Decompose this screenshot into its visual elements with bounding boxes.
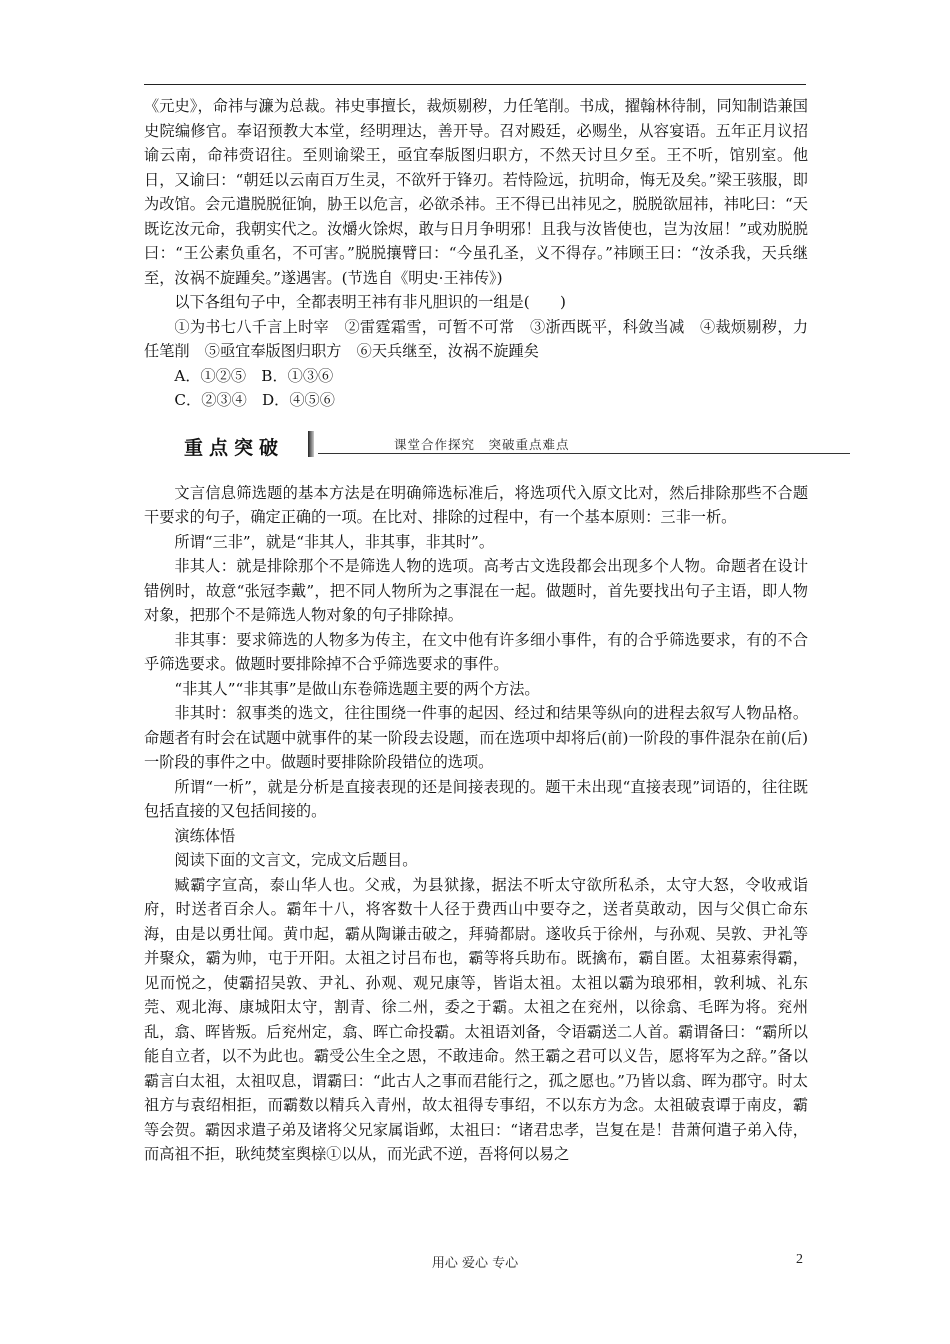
body-paragraph: 所谓“三非”，就是“非其人，非其事，非其时”。 (174, 532, 495, 551)
section-subtitle: 课堂合作探究 突破重点难点 (394, 436, 570, 452)
section-banner (144, 413, 808, 473)
section-title: 重点突破 (184, 436, 285, 459)
answer-options-1: A．①②⑤ B．①③⑥ (174, 366, 334, 385)
header-rule (144, 84, 806, 85)
answer-options-2: C．②③④ D．④⑤⑥ (174, 391, 335, 409)
page-number: 2 (796, 1252, 803, 1267)
practice-passage: 臧霸字宣高，泰山华人也。父戒，为县狱掾，据法不听太守欲所私杀，太守大怒，令收戒诣府，时送者百余人。霸年十八，将客数十人径于费西山中要夺之，送者莫敢动，因与父俱亡命东海，由是以勇壮闻。黄巾起，霸从陶谦击破之，拜骑都尉。遂收兵于徐州，与孙观、吴敦、尹礼等并聚众，霸为帅，屯于开阳。太祖之讨吕布也，霸等将兵助布。既擒布，霸自匿。太祖募索得霸，见而悦之，使霸招吴敦、尹礼、孙观、观兄康等，皆诣太祖。太祖以霸为琅邪相，敦利城、礼东莞、观北海、康城阳太守，割青、徐二州，委之于霸。太祖之在兖州，以徐翕、毛晖为将。兖州乱，翕、晖皆叛。后兖州定，翕、晖亡命投霸。太祖语刘备，令语霸送二人首。霸谓备曰：“霸所以能自立者，以不为此也。霸受公生全之恩，不敢违命。然王霸之君可以义告，愿将军为之辞。”备以霸言白太祖，太祖叹息，谓霸曰：“此古人之事而君能行之，孤之愿也。”乃皆以翕、晖为郡守。时太祖方与袁绍相拒，而霸数以精兵入青州，故太祖得专事绍，不以东方为念。太祖破袁谭于南皮，霸等会贺。霸因求遣子弟及诸将父兄家属诣邺，太祖曰：“诸君忠孝，岂复在是！昔萧何遣子弟入侍，而高祖不拒，耿纯焚室舆榇①以从，而光武不逆，吾将何以易之 (144, 875, 808, 1163)
body-paragraph: 文言信息筛选题的基本方法是在明确筛选标准后，将选项代入原文比对，然后排除那些不合题干要求的句子，确定正确的一项。在比对、排除的过程中，有一个基本原则：三非一析。 (144, 483, 808, 526)
section-banner-bar (308, 431, 314, 457)
body-paragraph: 非其事：要求筛选的人物多为传主，在文中他有许多细小事件，有的合乎筛选要求，有的不合乎筛选要求。做题时要排除掉不合乎筛选要求的事件。 (144, 630, 808, 673)
body-paragraph: 所谓“一析”，就是分析是直接表现的还是间接表现的。题干未出现“直接表现”词语的，往往既包括直接的又包括间接的。 (144, 777, 808, 820)
question-stem: 以下各组句子中，全都表明王祎有非凡胆识的一组是( ) (174, 293, 566, 311)
footer-slogan: 用心 爱心 专心 (431, 1256, 519, 1271)
passage-continuation: 《元史》，命祎与濂为总裁。祎史事擅长，裁烦剔秽，力任笔削。书成，擢翰林待制，同知制诰兼国史院编修官。奉诏预教大本堂，经明理达，善开导。召对殿廷，必赐坐，从容宴语。五年正月议招谕云南，命祎赍诏往。至则谕梁王，亟宜奉版图归职方，不然天讨旦夕至。王不听，馆别室。他日，又谕曰：“朝廷以云南百万生灵，不欲歼于锋刃。若恃险远，抗明命，悔无及矣。”梁王骇服，即为改馆。会元遣脱脱征饷，胁王以危言，必欲杀祎。王不得已出祎见之，脱脱欲屈祎，祎叱曰：“天既讫汝元命，我朝实代之。汝爝火馀烬，敢与日月争明邪！且我与汝皆使也，岂为汝屈！”或劝脱脱曰：“王公素负重名，不可害。”脱脱攘臂曰：“今虽孔圣，义不得存。”祎顾王曰：“汝杀我，天兵继至，汝祸不旋踵矣。”遂遇害。(节选自《明史·王祎传》) (144, 97, 808, 287)
practice-instruction: 阅读下面的文言文，完成文后题目。 (174, 851, 418, 869)
practice-heading: 演练体悟 (174, 826, 236, 845)
body-paragraph: 非其人：就是排除那个不是筛选人物的选项。高考古文选段都会出现多个人物。命题者在设计错例时，故意“张冠李戴”，把不同人物所为之事混在一起。做题时，首先要找出句子主语，即人物对象，把那个不是筛选人物对象的句子排除掉。 (144, 557, 808, 624)
body-paragraph: “非其人”“非其事”是做山东卷筛选题主要的两个方法。 (174, 679, 540, 698)
body-paragraph: 非其时：叙事类的选文，往往围绕一件事的起因、经过和结果等纵向的进程去叙写人物品格。命题者有时会在试题中就事件的某一阶段去设题，而在选项中却将后(前)一阶段的事件混杂在前(后)一阶段的事件之中。做题时要排除阶段错位的选项。 (144, 704, 808, 771)
page-content (144, 94, 808, 1167)
question-items: ①为书七八千言上时宰 ②雷霆霜雪，可暂不可常 ③浙西既平，科敛当减 ④裁烦剔秽，力任笔削 ⑤亟宜奉版图归职方 ⑥天兵继至，汝祸不旋踵矣 (144, 317, 808, 360)
section-banner-line (318, 453, 850, 454)
